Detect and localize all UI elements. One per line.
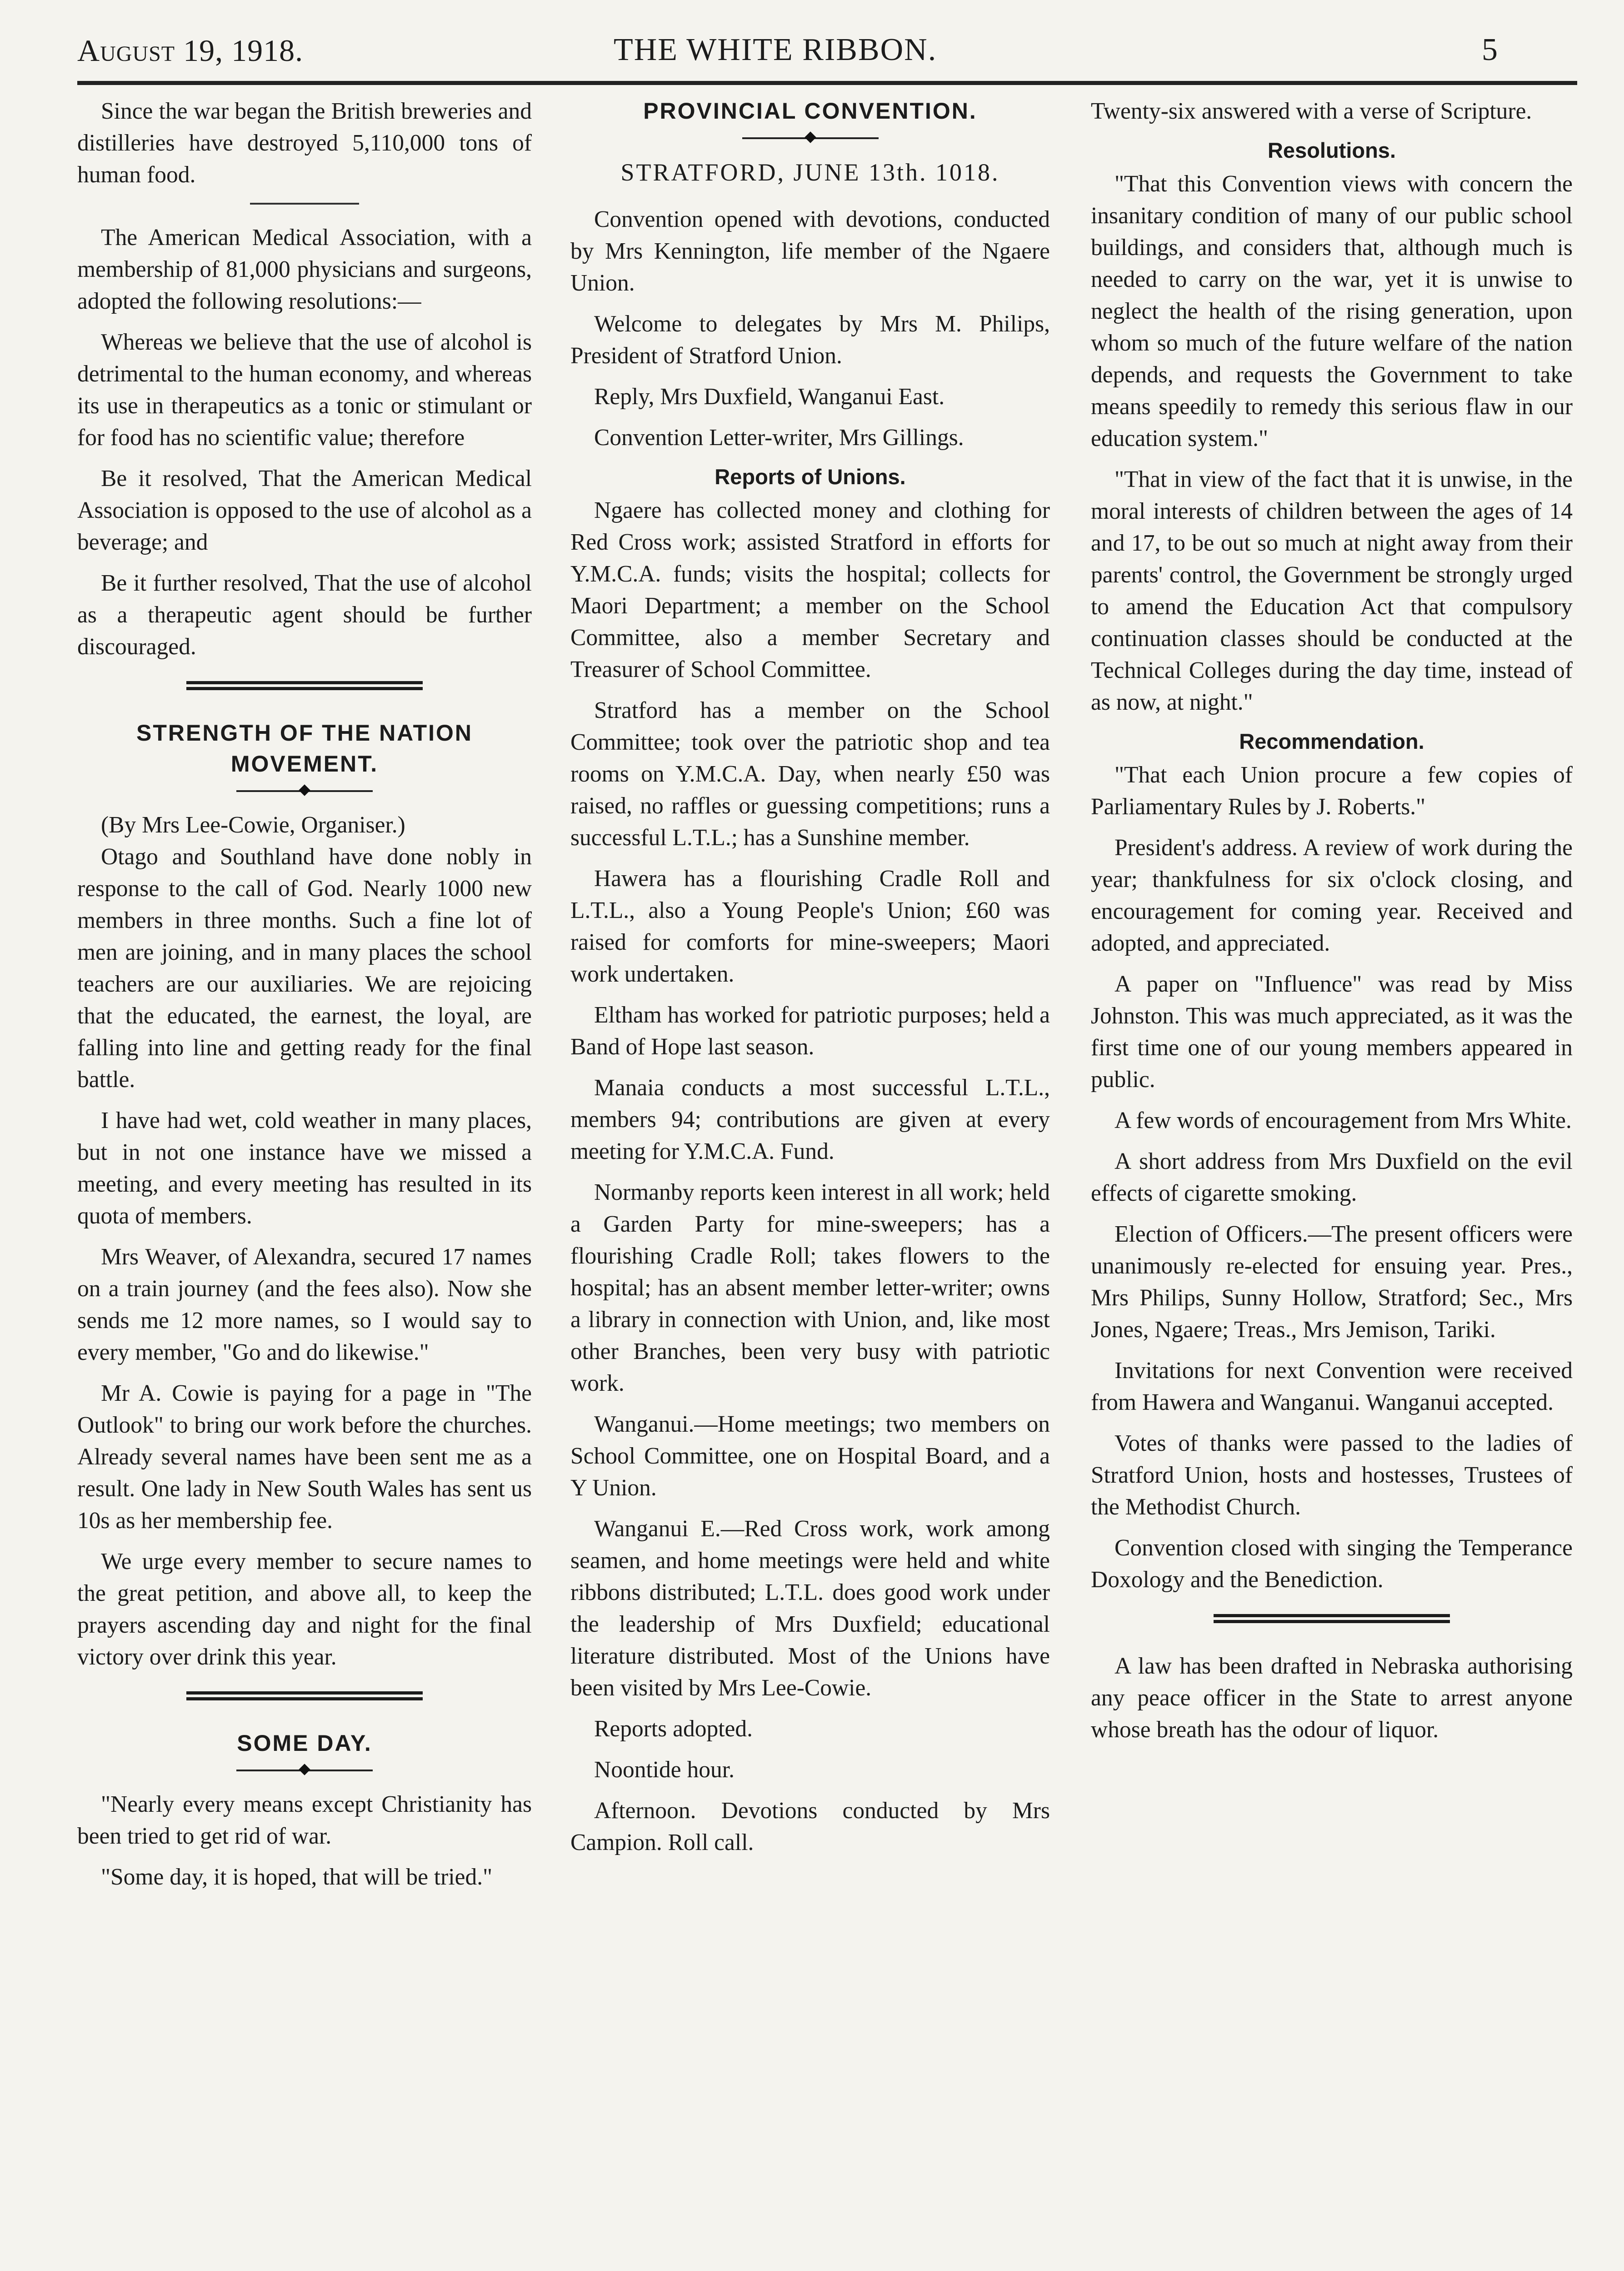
article-paragraph: Reports adopted. <box>594 1716 753 1742</box>
subheading-reports: Reports of Unions. <box>715 465 906 489</box>
article-paragraph: Eltham has worked for patriotic purposes; held a Band of Hope last season. <box>570 1002 1050 1060</box>
article-paragraph: Stratford has a member on the School Committee; took over the patriotic shop and tea rooms on Y.M.C.A. Day, when nearly £50 was raised, no raffles or guessing competitions; runs a successful L.T.L.; has a Sunshine member. <box>570 697 1050 851</box>
article-paragraph: Whereas we believe that the use of alcohol is detrimental to the human economy, and whereas its use in therapeutics as a tonic or stimulant or for food has no scientific value; therefore <box>77 329 532 451</box>
article-paragraph: "That this Convention views with concern the insanitary condition of many of our public school buildings, and considers that, although much is needed to carry on the war, yet it is unwise to neglect the health of the rising generation, upon whom so much of the future welfare of the nation depends, and requests the Government to take means speedily to remedy this serious flaw in our education system." <box>1091 171 1573 451</box>
section-divider <box>186 1691 423 1700</box>
masthead-title: THE WHITE RIBBON. <box>614 32 937 67</box>
article-paragraph: Wanganui.—Home meetings; two members on School Committee, one on Hospital Board, and a Y Union. <box>570 1411 1050 1501</box>
article-paragraph: Convention closed with singing the Temperance Doxology and the Benediction. <box>1091 1535 1573 1593</box>
article-paragraph: "Some day, it is hoped, that will be tried." <box>101 1864 493 1890</box>
article-paragraph: Be it further resolved, That the use of alcohol as a therapeutic agent should be further discouraged. <box>77 570 532 660</box>
issue-date: August 19, 1918. <box>77 33 304 68</box>
divider <box>250 203 359 205</box>
article-paragraph: "That each Union procure a few copies of Parliamentary Rules by J. Roberts." <box>1091 762 1573 820</box>
section-divider <box>186 681 423 690</box>
article-paragraph: "Nearly every means except Christianity has been tried to get rid of war. <box>77 1791 532 1849</box>
page-number: 5 <box>1482 32 1498 67</box>
article-paragraph: Normanby reports keen interest in all work; held a Garden Party for mine-sweepers; has a flourishing Cradle Roll; takes flowers to the hospital; has an absent member letter-writer; owns a library in connection with Union, and, like most other Branches, been very busy with patriotic work. <box>570 1179 1050 1396</box>
article-paragraph: Manaia conducts a most successful L.T.L., members 94; contributions are given at every meeting for Y.M.C.A. Fund. <box>570 1075 1050 1164</box>
article-paragraph: Twenty-six answered with a verse of Scripture. <box>1091 98 1532 124</box>
ornament-rule <box>236 786 373 797</box>
dateline: STRATFORD, JUNE 13th. 1018. <box>620 159 1000 186</box>
section-divider <box>1214 1614 1450 1623</box>
article-paragraph: Convention opened with devotions, conducted by Mrs Kennington, life member of the Ngaere Union. <box>570 206 1050 296</box>
article-paragraph: Votes of thanks were passed to the ladies of Stratford Union, hosts and hostesses, Trustees of the Methodist Church. <box>1091 1430 1573 1520</box>
article-paragraph: Ngaere has collected money and clothing for Red Cross work; assisted Stratford in efforts for Y.M.C.A. funds; visits the hospital; collects for Maori Department; a member on the School Committee, also a member Secretary and Treasurer of School Committee. <box>570 497 1050 682</box>
article-paragraph: The American Medical Association, with a membership of 81,000 physicians and surgeons, adopted the following resolutions:— <box>77 225 532 314</box>
ornament-rule <box>236 1765 373 1776</box>
subheading-recommendation: Recommendation. <box>1239 729 1424 753</box>
article-paragraph: "That in view of the fact that it is unwise, in the moral interests of children between the ages of 14 and 17, to be out so much at night away from their parents' control, the Government be strongly urged to amend the Education Act that compulsory continuation classes should be conducted at the Technical Colleges during the day time, instead of as now, at night." <box>1091 466 1573 715</box>
section-title-some-day: SOME DAY. <box>237 1730 372 1756</box>
header-rule <box>77 81 1577 85</box>
subheading-resolutions: Resolutions. <box>1267 138 1396 162</box>
column-right <box>1091 95 1573 2260</box>
byline: (By Mrs Lee-Cowie, Organiser.) <box>101 812 405 838</box>
article-paragraph: We urge every member to secure names to the great petition, and above all, to keep the prayers ascending day and night for the final victory over drink this year. <box>77 1549 532 1670</box>
article-paragraph: Welcome to delegates by Mrs M. Philips, President of Stratford Union. <box>570 311 1050 369</box>
ornament-rule <box>742 133 879 144</box>
column-left <box>77 95 532 2260</box>
article-paragraph: Be it resolved, That the American Medical Association is opposed to the use of alcohol as a beverage; and <box>77 466 532 555</box>
article-paragraph: Mrs Weaver, of Alexandra, secured 17 names on a train journey (and the fees also). Now she sends me 12 more names, so I would say to every member, "Go and do likewise." <box>77 1244 532 1365</box>
article-paragraph: Wanganui E.—Red Cross work, work among seamen, and home meetings were held and white ribbons distributed; L.T.L. does good work under the leadership of Mrs Duxfield; educational literature distributed. Most of the Unions have been visited by Mrs Lee-Cowie. <box>570 1516 1050 1701</box>
article-paragraph: A short address from Mrs Duxfield on the evil effects of cigarette smoking. <box>1091 1148 1573 1206</box>
article-paragraph: A law has been drafted in Nebraska authorising any peace officer in the State to arrest anyone whose breath has the odour of liquor. <box>1091 1653 1573 1743</box>
section-title-provincial-convention: PROVINCIAL CONVENTION. <box>643 98 977 124</box>
article-paragraph: President's address. A review of work during the year; thankfulness for six o'clock closing, and encouragement for coming year. Received and adopted, and appreciated. <box>1091 835 1573 956</box>
article-paragraph: Since the war began the British breweries and distilleries have destroyed 5,110,000 tons of human food. <box>77 98 532 188</box>
article-paragraph: Election of Officers.—The present officers were unanimously re-elected for ensuing year. Pres., Mrs Philips, Sunny Hollow, Stratford; Sec., Mrs Jones, Ngaere; Treas., Mrs Jemison, Tariki. <box>1091 1221 1573 1343</box>
article-paragraph: Invitations for next Convention were received from Hawera and Wanganui. Wanganui accepted. <box>1091 1358 1573 1415</box>
article-paragraph: Otago and Southland have done nobly in response to the call of God. Nearly 1000 new members in three months. Such a fine lot of men are joining, and in many places the school teachers are our auxiliaries. We are rejoicing that the educated, the earnest, the loyal, are falling into line and getting ready for the final battle. <box>77 844 532 1093</box>
article-paragraph: Hawera has a flourishing Cradle Roll and L.T.L., also a Young People's Union; £60 was raised for comforts for mine-sweepers; Maori work undertaken. <box>570 866 1050 987</box>
article-paragraph: A few words of encouragement from Mrs White. <box>1114 1108 1572 1133</box>
article-paragraph: I have had wet, cold weather in many places, but in not one instance have we missed a meeting, and every meeting has resulted in its quota of members. <box>77 1108 532 1229</box>
article-paragraph: Afternoon. Devotions conducted by Mrs Campion. Roll call. <box>570 1798 1050 1855</box>
article-paragraph: A paper on "Influence" was read by Miss Johnston. This was much appreciated, as it was the first time one of our young members appeared in public. <box>1091 971 1573 1093</box>
column-middle <box>570 95 1050 2260</box>
page-header <box>77 28 1545 78</box>
section-title-strength: STRENGTH OF THE NATION MOVEMENT. <box>136 720 473 777</box>
article-paragraph: Mr A. Cowie is paying for a page in "The Outlook" to bring our work before the churches. Already several names have been sent me as a result. One lady in New South Wales has sent us 10s as her membership fee. <box>77 1380 532 1534</box>
article-paragraph: Noontide hour. <box>594 1757 735 1783</box>
article-paragraph: Convention Letter-writer, Mrs Gillings. <box>594 425 964 451</box>
article-paragraph: Reply, Mrs Duxfield, Wanganui East. <box>594 384 945 410</box>
